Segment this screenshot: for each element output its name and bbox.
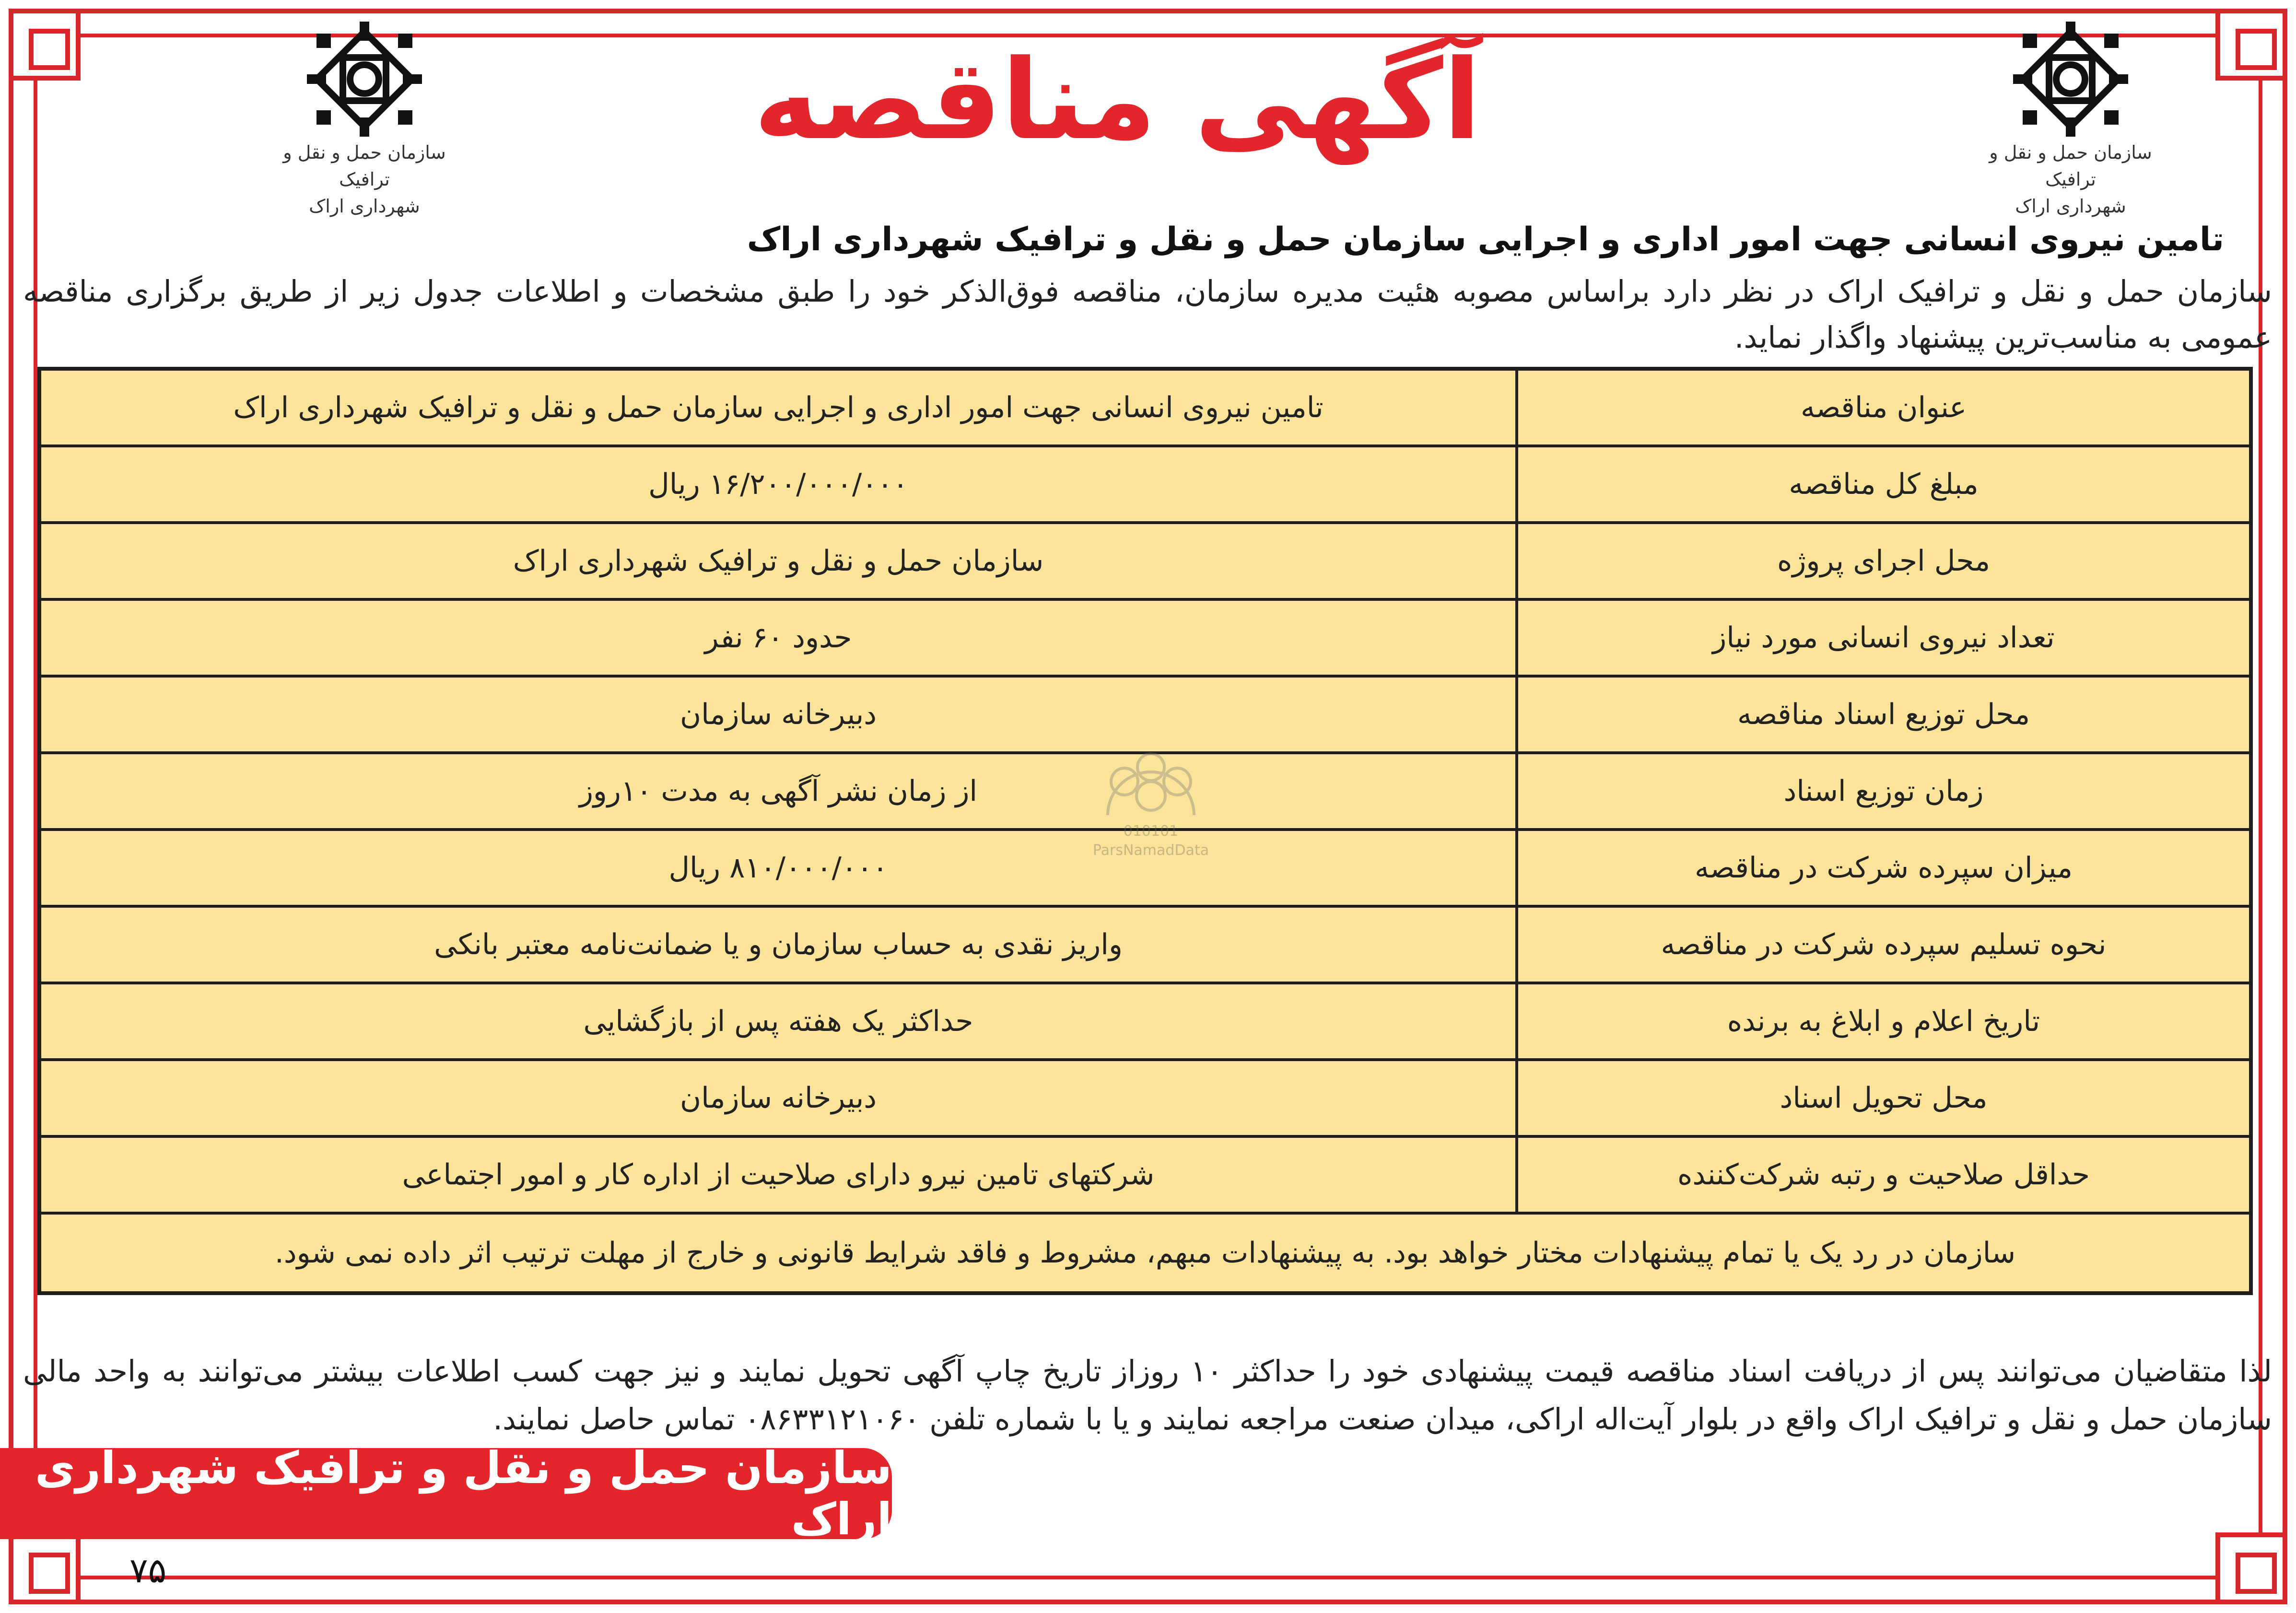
tender-subject-heading: تامین نیروی انسانی جهت امور اداری و اجرایی سازمان حمل و نقل و ترافیک شهرداری اراک xyxy=(747,221,2224,258)
row-label: زمان توزیع اسناد xyxy=(1515,754,2249,828)
municipality-emblem-icon xyxy=(2003,19,2138,139)
row-value: ۸۱۰/۰۰۰/۰۰۰ ریال xyxy=(668,851,888,885)
table-row xyxy=(41,1138,2249,1215)
border-corner-ornament xyxy=(9,9,81,81)
row-label: محل اجرای پروژه xyxy=(1515,524,2249,598)
watermark-logo-icon xyxy=(1098,748,1204,820)
page-title: آگهی مناقصه xyxy=(753,36,1481,164)
row-label: تعداد نیروی انسانی مورد نیاز xyxy=(1515,601,2249,675)
table-note-row xyxy=(41,1215,2249,1291)
organization-banner: سازمان حمل و نقل و ترافیک شهرداری اراک xyxy=(0,1448,892,1539)
table-row xyxy=(41,524,2249,601)
row-value: حدود ۶۰ نفر xyxy=(704,621,852,655)
organization-logo-left xyxy=(269,19,460,220)
table-note: سازمان در رد یک یا تمام پیشنهادات مختار خواهد بود. به پیشنهادات مبهم، مشروط و فاقد شرایط قانونی و خارج از مهلت ترتیب اثر داده نمی شود. xyxy=(274,1236,2016,1270)
row-value: سازمان حمل و نقل و ترافیک شهرداری اراک xyxy=(513,544,1044,578)
table-row xyxy=(41,447,2249,524)
logo-caption: سازمان حمل و نقل و ترافیک شهرداری اراک xyxy=(1989,142,2152,217)
row-label: محل توزیع اسناد مناقصه xyxy=(1515,678,2249,751)
table-row xyxy=(41,371,2249,447)
row-label: مبلغ کل مناقصه xyxy=(1515,447,2249,521)
table-row xyxy=(41,1061,2249,1138)
row-value: دبیرخانه سازمان xyxy=(680,698,877,731)
row-label: میزان سپرده شرکت در مناقصه xyxy=(1515,831,2249,905)
organization-logo-right xyxy=(1975,19,2167,220)
logo-caption: سازمان حمل و نقل و ترافیک شهرداری اراک xyxy=(283,142,446,217)
watermark-text: ParsNamadData xyxy=(1092,842,1209,859)
border-corner-ornament xyxy=(2215,9,2287,81)
row-label: حداقل صلاحیت و رتبه شرکت‌کننده xyxy=(1515,1138,2249,1212)
watermark xyxy=(1050,748,1252,882)
row-label: تاریخ اعلام و ابلاغ به برنده xyxy=(1515,984,2249,1058)
footer-paragraph: لذا متقاضیان می‌توانند پس از دریافت اسناد مناقصه قیمت پیشنهادی خود را حداکثر ۱۰ روزاز تاریخ چاپ آگهی تحویل نمایند و نیز جهت کسب اطلاعات بیشتر می‌توانند به واحد مالی سازمان حمل و نقل و ترافیک اراک واقع در بلوار آیت‌اله اراکی، میدان صنعت مراجعه نمایند و یا با شماره تلفن ۰۸۶۳۳۱۲۱۰۶۰ تماس حاصل نمایند. xyxy=(23,1354,2272,1437)
watermark-digits: 010101 xyxy=(1123,823,1179,840)
row-label: محل تحویل اسناد xyxy=(1515,1061,2249,1135)
page-number: ۷۵ xyxy=(129,1550,167,1590)
row-value: از زمان نشر آگهی به مدت ۱۰روز xyxy=(579,774,978,808)
municipality-emblem-icon xyxy=(297,19,432,139)
table-row xyxy=(41,678,2249,754)
table-row xyxy=(41,984,2249,1061)
row-value: ۱۶/۲۰۰/۰۰۰/۰۰۰ ریال xyxy=(648,468,908,501)
row-value: دبیرخانه سازمان xyxy=(680,1081,877,1115)
row-label: عنوان مناقصه xyxy=(1515,371,2249,444)
table-row xyxy=(41,601,2249,678)
border-corner-ornament xyxy=(2215,1532,2287,1604)
row-value: حداکثر یک هفته پس از بازگشایی xyxy=(583,1005,973,1038)
intro-paragraph: سازمان حمل و نقل و ترافیک اراک در نظر دارد براساس مصوبه هئیت مدیره سازمان، مناقصه فوق‌الذکر خود را طبق مشخصات و اطلاعات جدول زیر از طریق برگزاری مناقصه عمومی به مناسب‌ترین پیشنهاد واگذار نماید. xyxy=(23,274,2272,355)
row-value: تامین نیروی انسانی جهت امور اداری و اجرایی سازمان حمل و نقل و ترافیک شهرداری اراک xyxy=(233,391,1324,424)
row-label: نحوه تسلیم سپرده شرکت در مناقصه xyxy=(1515,908,2249,982)
table-row xyxy=(41,908,2249,984)
row-value: واریز نقدی به حساب سازمان و یا ضمانت‌نامه معتبر بانکی xyxy=(434,928,1123,961)
row-value: شرکتهای تامین نیرو دارای صلاحیت از اداره کار و امور اجتماعی xyxy=(402,1158,1155,1192)
